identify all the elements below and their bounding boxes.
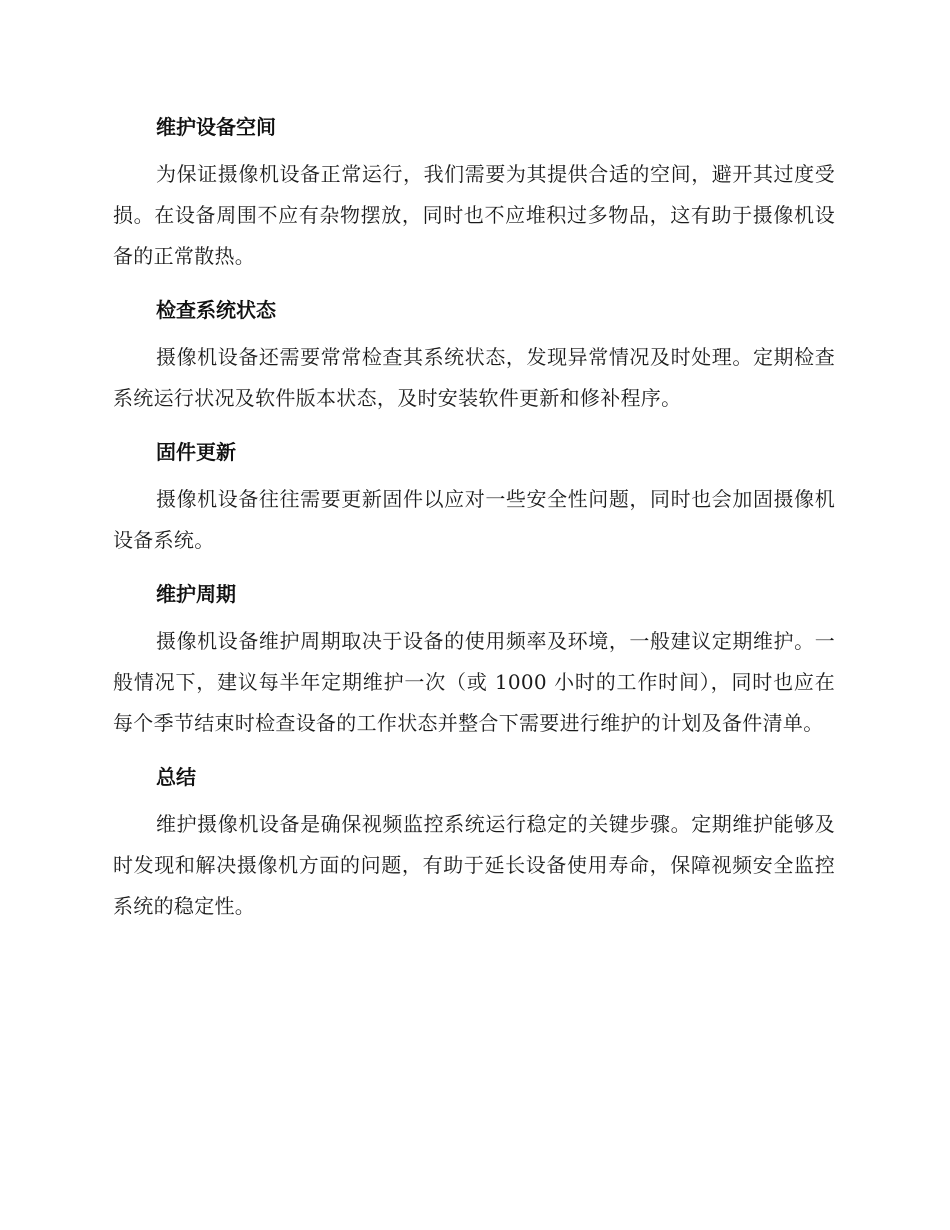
section-heading-cycle: 维护周期: [156, 582, 236, 606]
document-content: [113, 108, 835, 941]
section-heading-firmware: 固件更新: [156, 440, 236, 464]
section-heading-summary: 总结: [156, 765, 196, 789]
section-heading-space: 维护设备空间: [156, 115, 276, 139]
section-heading-system-status: 检查系统状态: [156, 298, 276, 322]
section-paragraph-cycle: 摄像机设备维护周期取决于设备的使用频率及环境，一般建议定期维护。一般情况下，建议每半年定期维护一次（或 1000 小时的工作时间），同时也应在每个季节结束时检查设备的工作状态并整合下需要进行维护的计划及备件清单。: [113, 629, 835, 735]
section-paragraph-system-status: 摄像机设备还需要常常检查其系统状态，发现异常情况及时处理。定期检查系统运行状况及软件版本状态，及时安装软件更新和修补程序。: [113, 345, 835, 410]
section-paragraph-space: 为保证摄像机设备正常运行，我们需要为其提供合适的空间，避开其过度受损。在设备周围不应有杂物摆放，同时也不应堆积过多物品，这有助于摄像机设备的正常散热。: [113, 162, 835, 268]
section-paragraph-firmware: 摄像机设备往往需要更新固件以应对一些安全性问题，同时也会加固摄像机设备系统。: [113, 487, 835, 552]
section-paragraph-summary: 维护摄像机设备是确保视频监控系统运行稳定的关键步骤。定期维护能够及时发现和解决摄像机方面的问题，有助于延长设备使用寿命，保障视频安全监控系统的稳定性。: [113, 812, 835, 918]
